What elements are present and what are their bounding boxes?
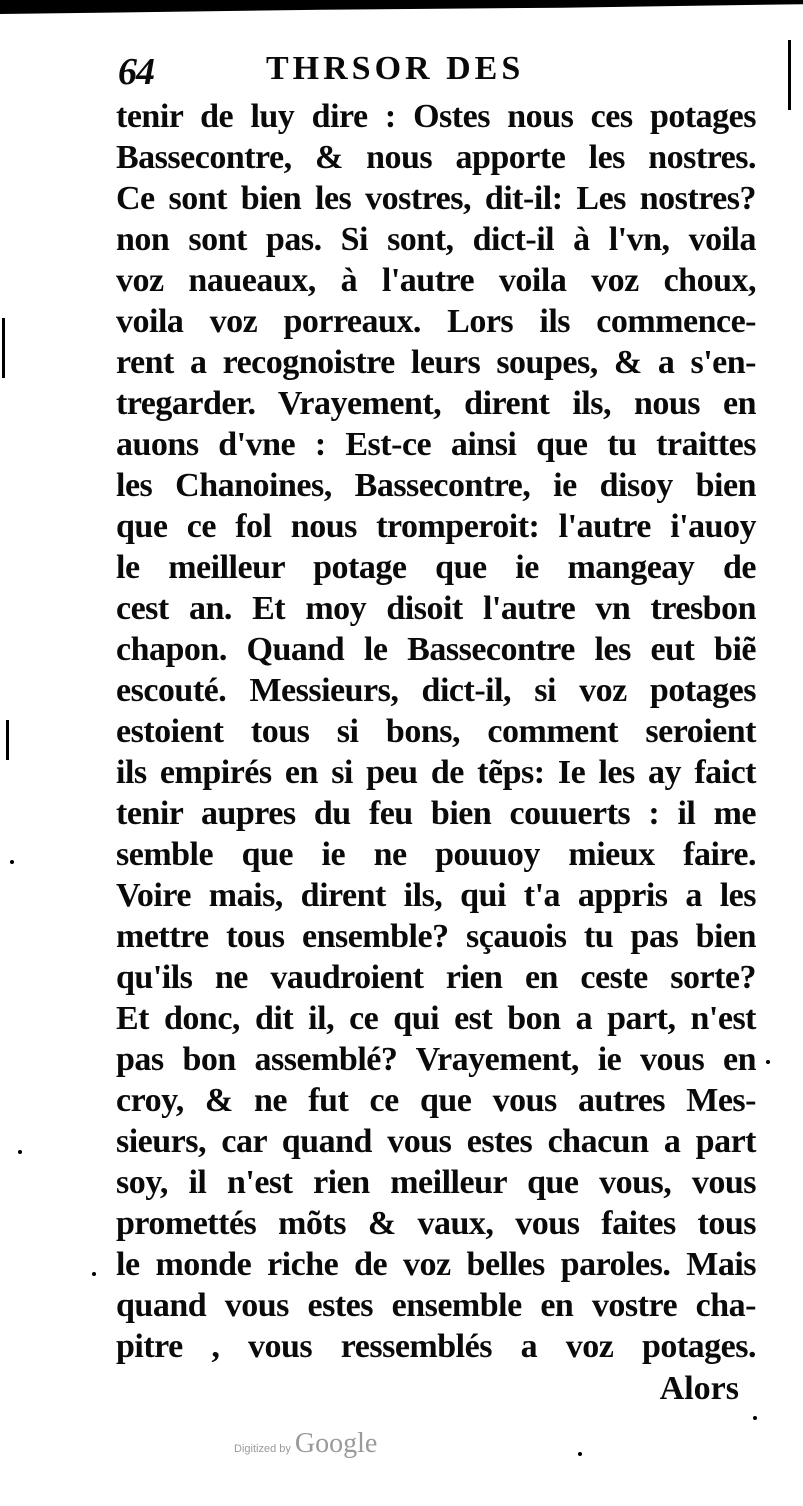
watermark-prefix: Digitized by — [234, 1443, 291, 1455]
body-text — [116, 96, 756, 1367]
text-line: Ce sont bien les vostres, dit-il: Les nostres? — [116, 180, 756, 217]
text-line: auons d'vne : Est-ce ainsi que tu traittes — [116, 426, 756, 463]
ink-speck — [92, 1272, 96, 1276]
text-line: que ce fol nous tromperoit: l'autre i'auoy — [116, 508, 756, 545]
text-line: estoient tous si bons, comment seroient — [116, 713, 756, 750]
text-line: qu'ils ne vaudroient rien en ceste sorte? — [116, 959, 756, 996]
top-edge-shadow — [0, 0, 803, 14]
text-line: tregarder. Vrayement, dirent ils, nous en — [116, 385, 756, 422]
text-line: Et donc, dit il, ce qui est bon a part, n'est — [116, 1000, 756, 1037]
running-head — [118, 44, 758, 94]
text-line: mettre tous ensemble? sçauois tu pas bien — [116, 918, 756, 955]
catchword: Alors — [659, 1370, 739, 1407]
margin-mark — [788, 40, 791, 110]
text-line: voz naueaux, à l'autre voila voz choux, — [116, 262, 756, 299]
text-line: non sont pas. Si sont, dict-il à l'vn, voila — [116, 221, 756, 258]
text-line: escouté. Messieurs, dict-il, si voz potages — [116, 672, 756, 709]
text-line: promettés mõts & vaux, vous faites tous — [116, 1205, 756, 1242]
text-line: quand vous estes ensemble en vostre cha- — [116, 1287, 756, 1324]
digitization-watermark — [234, 1428, 377, 1460]
page-number: 64 — [118, 51, 154, 93]
text-line: croy, & ne fut ce que vous autres Mes- — [116, 1082, 756, 1119]
text-line: Bassecontre, & nous apporte les nostres. — [116, 139, 756, 176]
text-line: pitre , vous ressemblés a voz potages. — [116, 1328, 756, 1365]
text-line: Voire mais, dirent ils, qui t'a appris a les — [116, 877, 756, 914]
text-line: rent a recognoistre leurs soupes, & a s'en- — [116, 344, 756, 381]
text-line: sieurs, car quand vous estes chacun a part — [116, 1123, 756, 1160]
text-line: semble que ie ne pouuoy mieux faire. — [116, 836, 756, 873]
text-line: chapon. Quand le Bassecontre les eut biẽ — [116, 631, 756, 668]
text-line: voila voz porreaux. Lors ils commence- — [116, 303, 756, 340]
text-line: les Chanoines, Bassecontre, ie disoy bien — [116, 467, 756, 504]
ink-speck — [10, 860, 14, 864]
ink-speck — [578, 1452, 582, 1456]
margin-mark — [6, 720, 9, 760]
text-line: pas bon assemblé? Vrayement, ie vous en — [116, 1041, 756, 1078]
ink-speck — [18, 1150, 22, 1154]
running-title: THRSOR DES — [266, 50, 525, 87]
ink-speck — [753, 1416, 757, 1420]
text-line: le meilleur potage que ie mangeay de — [116, 549, 756, 586]
text-line: ils empirés en si peu de tẽps: Ie les ay faict — [116, 754, 756, 791]
google-logo: Google — [294, 1428, 378, 1459]
ink-speck — [766, 1060, 770, 1064]
text-line: soy, il n'est rien meilleur que vous, vous — [116, 1164, 756, 1201]
text-line: le monde riche de voz belles paroles. Mais — [116, 1246, 756, 1283]
text-line: cest an. Et moy disoit l'autre vn tresbon — [116, 590, 756, 627]
text-line: tenir de luy dire : Ostes nous ces potages — [116, 98, 756, 135]
margin-mark — [2, 318, 5, 378]
text-line: tenir aupres du feu bien couuerts : il me — [116, 795, 756, 832]
